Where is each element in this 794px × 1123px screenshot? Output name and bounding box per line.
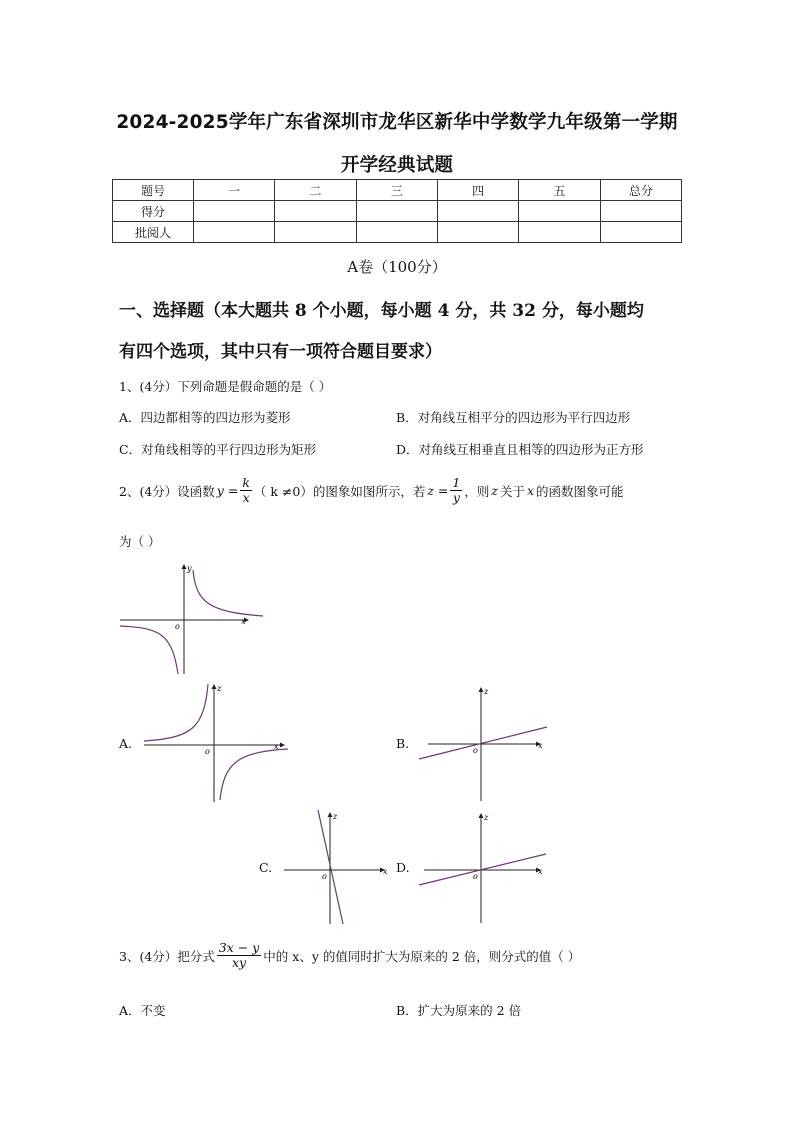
score-table-header-row (113, 180, 682, 201)
x-axis-label: x (538, 867, 543, 876)
z-axis-label: z (217, 684, 222, 693)
origin-label: o (473, 872, 478, 881)
q2-stem (119, 476, 624, 506)
q2-suffix-b: 关于 (499, 483, 525, 499)
y-axis-arrow (182, 564, 187, 569)
q2-option-d-label[interactable]: D. (396, 860, 410, 875)
q2-suffix-a: ，则 (464, 483, 490, 499)
q2-option-b-graph[interactable] (418, 685, 550, 805)
q3-fraction (217, 941, 262, 971)
curve-branch-q2 (144, 684, 208, 741)
q3-numerator: 3x − y (218, 940, 260, 955)
x-axis-label: x (274, 742, 279, 751)
paper-part-heading: A卷（100分） (347, 258, 447, 276)
q2-z-denominator: y (452, 490, 460, 506)
q2-var-z: z (491, 483, 498, 499)
q3-stem (119, 941, 580, 971)
z-axis-arrow (479, 687, 484, 692)
grader-cell[interactable] (437, 222, 518, 243)
score-table-header-cell: 一 (194, 180, 275, 201)
grader-cell[interactable] (356, 222, 437, 243)
q3-option-b[interactable]: B．扩大为原来的 2 倍 (396, 1003, 522, 1018)
score-table-header-cell: 四 (437, 180, 518, 201)
origin-label: o (175, 622, 180, 631)
x-axis-label: x (383, 867, 388, 876)
grader-cell[interactable] (275, 222, 356, 243)
origin-label: o (205, 747, 210, 756)
q3-suffix: 中的 x、y 的值同时扩大为原来的 2 倍，则分式的值（ ） (263, 948, 581, 964)
q1-stem: 1、(4分）下列命题是假命题的是（ ） (119, 379, 332, 394)
q2-func-lhs: y = (216, 483, 239, 499)
q3-option-a[interactable]: A．不变 (119, 1003, 166, 1018)
z-axis-label: z (484, 813, 489, 822)
score-cell[interactable] (275, 201, 356, 222)
score-table-header-cell: 三 (356, 180, 437, 201)
q2-var-x: x (526, 483, 535, 499)
x-axis-arrow (280, 743, 285, 748)
y-axis-label: y (187, 564, 192, 573)
q2-suffix-c: 的函数图象可能 (536, 483, 624, 499)
score-table-header-cell: 五 (519, 180, 600, 201)
q2-option-b-label[interactable]: B. (396, 736, 410, 751)
hyperbola-branch-q1 (193, 570, 263, 616)
x-axis-label: x (538, 741, 543, 750)
score-cell[interactable] (356, 201, 437, 222)
score-cell[interactable] (519, 201, 600, 222)
q2-condition: （ k ≠0）的图象如图所示，若 (253, 483, 426, 499)
score-table-header-cell: 总分 (600, 180, 681, 201)
q3-prefix: 3、(4分）把分式 (119, 948, 215, 964)
q2-func-fraction (240, 476, 252, 506)
q1-option-d[interactable]: D．对角线互相垂直且相等的四边形为正方形 (396, 442, 644, 457)
z-axis-label: z (333, 812, 338, 821)
score-table (112, 179, 682, 243)
score-table-row-label: 得分 (113, 201, 194, 222)
q3-denominator: xy (231, 955, 247, 971)
z-axis-arrow (328, 812, 333, 817)
curve-branch-q4 (220, 749, 288, 800)
q1-option-a[interactable]: A．四边都相等的四边形为菱形 (119, 410, 291, 425)
q2-option-a-label[interactable]: A. (119, 736, 133, 751)
exam-title-line1: 2024-2025学年广东省深圳市龙华区新华中学数学九年级第一学期 (116, 112, 678, 133)
score-table-row-label: 批阅人 (113, 222, 194, 243)
score-table-row-grader (113, 222, 682, 243)
grader-cell[interactable] (600, 222, 681, 243)
section-heading-line1: 一、选择题（本大题共 8 个小题，每小题 4 分，共 32 分，每小题均 (119, 301, 644, 321)
q1-option-b[interactable]: B．对角线互相平分的四边形为平行四边形 (396, 410, 631, 425)
z-axis-arrow (479, 813, 484, 818)
q2-z-lhs: z = (427, 483, 449, 499)
score-table-header-cell: 题号 (113, 180, 194, 201)
q2-option-d-graph[interactable] (418, 811, 550, 927)
exam-title-line2: 开学经典试题 (340, 155, 454, 176)
hyperbola-branch-q3 (120, 626, 178, 674)
score-table-row-score (113, 201, 682, 222)
grader-cell[interactable] (194, 222, 275, 243)
line-graph (419, 727, 547, 759)
score-cell[interactable] (437, 201, 518, 222)
q2-option-c-label[interactable]: C. (259, 860, 273, 875)
score-cell[interactable] (600, 201, 681, 222)
grader-cell[interactable] (519, 222, 600, 243)
x-axis-label: x (241, 617, 246, 626)
q1-option-c[interactable]: C．对角线相等的平行四边形为矩形 (119, 442, 317, 457)
origin-label: o (473, 746, 478, 755)
q2-func-denominator: x (242, 490, 250, 506)
q2-option-c-graph[interactable] (282, 808, 394, 926)
z-axis-label: z (484, 687, 489, 696)
q2-stem-line2: 为（ ） (119, 534, 161, 549)
z-axis-arrow (212, 684, 217, 689)
score-cell[interactable] (194, 201, 275, 222)
origin-label: o (322, 872, 327, 881)
section-heading-line2: 有四个选项，其中只有一项符合题目要求） (119, 342, 442, 362)
q2-func-numerator: k (242, 475, 250, 490)
q2-prefix: 2、(4分）设函数 (119, 483, 215, 499)
q2-option-a-graph[interactable] (142, 682, 292, 804)
q2-given-graph (118, 562, 268, 678)
q2-z-numerator: 1 (452, 475, 461, 490)
q2-z-fraction (450, 476, 462, 506)
score-table-header-cell: 二 (275, 180, 356, 201)
